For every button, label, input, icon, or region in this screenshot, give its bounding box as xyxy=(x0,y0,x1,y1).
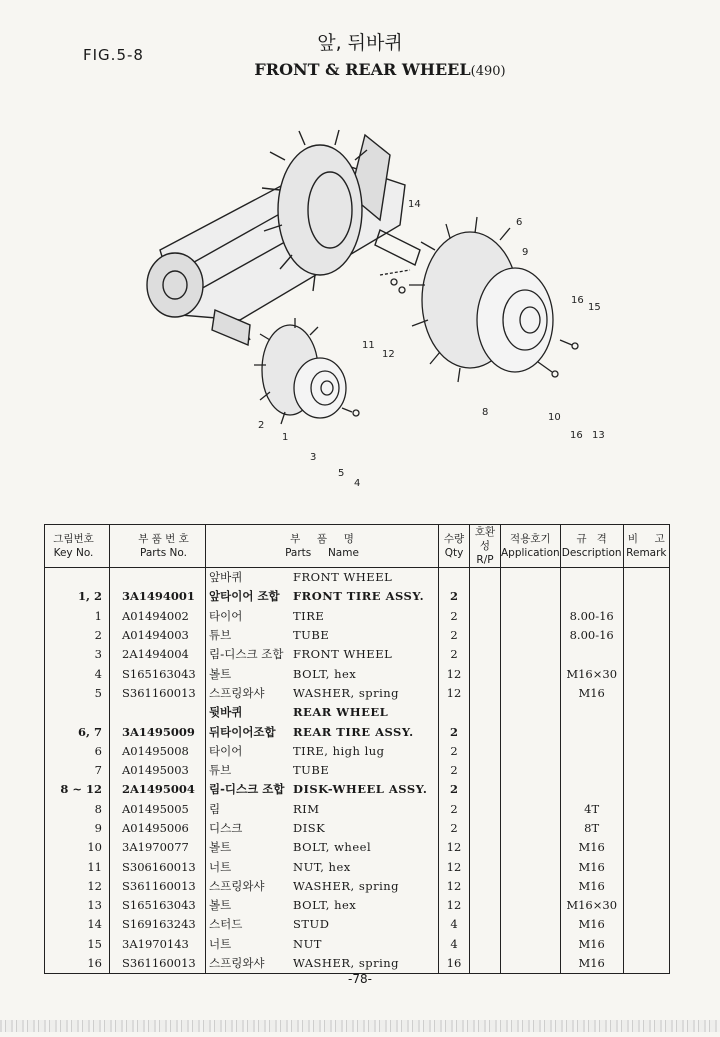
callout-15: 15 xyxy=(588,302,601,313)
cell-rp xyxy=(470,819,501,838)
callout-2: 2 xyxy=(258,420,265,431)
cell-part-no: A01495006 xyxy=(110,819,206,838)
cell-qty: 12 xyxy=(439,684,470,703)
cell-key xyxy=(45,568,110,588)
cell-part-no xyxy=(110,568,206,588)
name-english: NUT xyxy=(293,936,322,951)
table-row xyxy=(45,780,670,799)
cell-application xyxy=(501,761,561,780)
cell-part-no: 2A1494004 xyxy=(110,645,206,664)
name-english: DISK-WHEEL ASSY. xyxy=(293,782,428,797)
cell-rp xyxy=(470,587,501,606)
header-remark-en: Remark xyxy=(626,547,667,559)
cell-application xyxy=(501,626,561,645)
callout-9: 9 xyxy=(522,247,529,258)
table-row xyxy=(45,703,670,722)
cell-description: M16 xyxy=(560,915,623,934)
cell-application xyxy=(501,684,561,703)
cell-rp xyxy=(470,800,501,819)
name-english: TUBE xyxy=(293,628,330,643)
cell-rp xyxy=(470,568,501,588)
cell-part-no: S361160013 xyxy=(110,954,206,974)
table-row xyxy=(45,761,670,780)
callout-8: 8 xyxy=(482,407,489,418)
cell-remark xyxy=(623,838,669,857)
cell-remark xyxy=(623,877,669,896)
name-korean: 튜브 xyxy=(209,628,232,643)
cell-rp xyxy=(470,896,501,915)
callout-3: 3 xyxy=(310,452,317,463)
cell-part-no: S361160013 xyxy=(110,684,206,703)
cell-description: 8.00-16 xyxy=(560,607,623,626)
cell-description xyxy=(560,587,623,606)
callout-13: 13 xyxy=(592,430,605,441)
cell-part-no: S169163243 xyxy=(110,915,206,934)
name-korean: 타이어 xyxy=(209,743,243,758)
name-korean: 림 xyxy=(209,801,221,816)
cell-application xyxy=(501,896,561,915)
cell-name xyxy=(206,684,439,703)
cell-description: M16 xyxy=(560,954,623,974)
cell-qty xyxy=(439,568,470,588)
cell-rp xyxy=(470,684,501,703)
cell-application xyxy=(501,587,561,606)
cell-description: M16×30 xyxy=(560,664,623,683)
cell-application xyxy=(501,568,561,588)
name-english: TUBE xyxy=(293,763,330,778)
cell-part-no: A01495005 xyxy=(110,800,206,819)
cell-part-no: A01494003 xyxy=(110,626,206,645)
cell-key: 6, 7 xyxy=(45,722,110,741)
name-english: NUT, hex xyxy=(293,859,351,874)
cell-key: 3 xyxy=(45,645,110,664)
cell-name xyxy=(206,664,439,683)
table-row xyxy=(45,664,670,683)
cell-remark xyxy=(623,800,669,819)
cell-remark xyxy=(623,722,669,741)
table-row xyxy=(45,587,670,606)
page-number: -78- xyxy=(348,972,372,986)
cell-qty: 2 xyxy=(439,607,470,626)
cell-application xyxy=(501,607,561,626)
cell-name xyxy=(206,607,439,626)
cell-part-no: 3A1495009 xyxy=(110,722,206,741)
header-parts-ko: 부 품 번 호 xyxy=(138,533,189,545)
cell-qty: 12 xyxy=(439,896,470,915)
header-name-ko: 부 품 명 xyxy=(290,533,354,545)
cell-qty: 12 xyxy=(439,838,470,857)
table-row xyxy=(45,935,670,954)
header-description xyxy=(560,525,623,568)
cell-key: 15 xyxy=(45,935,110,954)
cell-description: 8T xyxy=(560,819,623,838)
cell-application xyxy=(501,915,561,934)
cell-description: M16×30 xyxy=(560,896,623,915)
cell-part-no: 3A1494001 xyxy=(110,587,206,606)
cell-qty: 2 xyxy=(439,819,470,838)
table-row xyxy=(45,838,670,857)
name-korean: 앞타이어 조합 xyxy=(209,589,280,604)
name-english: FRONT WHEEL xyxy=(293,570,393,585)
cell-qty: 12 xyxy=(439,877,470,896)
cell-remark xyxy=(623,626,669,645)
name-korean: 너트 xyxy=(209,859,232,874)
cell-name xyxy=(206,877,439,896)
table-row xyxy=(45,819,670,838)
cell-rp xyxy=(470,780,501,799)
header-desc-ko: 규 격 xyxy=(576,533,607,545)
title-english-text: FRONT & REAR WHEEL xyxy=(254,60,471,79)
name-korean: 볼트 xyxy=(209,840,232,855)
cell-qty: 12 xyxy=(439,664,470,683)
name-english: DISK xyxy=(293,821,326,835)
header-app-ko: 적용호기 xyxy=(510,533,551,545)
header-name-en: Parts Name xyxy=(285,547,359,559)
table-row xyxy=(45,896,670,915)
name-english: WASHER, spring xyxy=(293,878,400,893)
name-korean: 스터드 xyxy=(209,917,243,932)
header-desc-en: Description xyxy=(561,547,622,559)
cell-qty: 2 xyxy=(439,645,470,664)
cell-application xyxy=(501,703,561,722)
cell-part-no: S306160013 xyxy=(110,857,206,876)
name-korean: 스프링와샤 xyxy=(209,956,265,971)
cell-name xyxy=(206,742,439,761)
name-english: BOLT, wheel xyxy=(293,840,372,855)
name-korean: 타이어 xyxy=(209,608,243,623)
table-row xyxy=(45,877,670,896)
cell-application xyxy=(501,838,561,857)
title-english xyxy=(0,60,720,79)
model-number: (490) xyxy=(470,64,506,79)
table-row xyxy=(45,915,670,934)
cell-part-no: 3A1970143 xyxy=(110,935,206,954)
cell-application xyxy=(501,819,561,838)
cell-remark xyxy=(623,587,669,606)
name-korean: 스프링와샤 xyxy=(209,878,265,893)
name-english: FRONT WHEEL xyxy=(293,647,393,662)
cell-rp xyxy=(470,838,501,857)
cell-key: 6 xyxy=(45,742,110,761)
name-english: STUD xyxy=(293,917,330,932)
cell-remark xyxy=(623,568,669,588)
header-qty-ko: 수량 xyxy=(443,533,465,545)
cell-qty: 2 xyxy=(439,761,470,780)
header-rp-en: R/P xyxy=(476,554,494,566)
header-rp xyxy=(470,525,501,568)
cell-qty xyxy=(439,703,470,722)
cell-description xyxy=(560,568,623,588)
cell-qty: 2 xyxy=(439,742,470,761)
cell-qty: 2 xyxy=(439,626,470,645)
front-wheel xyxy=(254,318,359,424)
header-parts-en: Parts No. xyxy=(140,547,187,559)
exploded-wheel-diagram xyxy=(120,100,620,500)
cell-rp xyxy=(470,857,501,876)
cell-remark xyxy=(623,607,669,626)
cell-key: 8 ~ 12 xyxy=(45,780,110,799)
callout-11: 11 xyxy=(362,340,375,351)
cell-application xyxy=(501,954,561,974)
cell-remark xyxy=(623,954,669,974)
cell-key: 11 xyxy=(45,857,110,876)
cell-application xyxy=(501,742,561,761)
name-korean: 볼트 xyxy=(209,898,232,913)
table-header-row xyxy=(45,525,670,568)
cell-qty: 12 xyxy=(439,857,470,876)
cell-description: M16 xyxy=(560,877,623,896)
scan-edge xyxy=(0,1020,720,1032)
name-english: WASHER, spring xyxy=(293,685,400,700)
callout-5: 5 xyxy=(338,468,345,479)
cell-name xyxy=(206,819,439,838)
cell-key: 1, 2 xyxy=(45,587,110,606)
name-english: REAR TIRE ASSY. xyxy=(293,724,414,739)
callout-4: 4 xyxy=(354,478,361,489)
cell-application xyxy=(501,664,561,683)
cell-application xyxy=(501,857,561,876)
cell-name xyxy=(206,896,439,915)
header-qty-en: Qty xyxy=(444,547,464,559)
cell-application xyxy=(501,645,561,664)
table-row xyxy=(45,742,670,761)
cell-application xyxy=(501,780,561,799)
header-parts-no xyxy=(110,525,206,568)
table-row xyxy=(45,607,670,626)
callout-14: 14 xyxy=(408,199,421,210)
header-key-ko: 그림번호 xyxy=(53,533,94,545)
cell-description xyxy=(560,780,623,799)
cell-description: M16 xyxy=(560,857,623,876)
figure-label: FIG.5-8 xyxy=(83,46,144,64)
table-row xyxy=(45,684,670,703)
cell-description: M16 xyxy=(560,838,623,857)
cell-name xyxy=(206,645,439,664)
table-row xyxy=(45,722,670,741)
cell-key: 2 xyxy=(45,626,110,645)
callout-16-upper: 16 xyxy=(571,295,584,306)
name-english: WASHER, spring xyxy=(293,956,400,971)
cell-name xyxy=(206,780,439,799)
cell-rp xyxy=(470,722,501,741)
callout-12: 12 xyxy=(382,349,395,360)
header-app-en: Application xyxy=(501,547,560,559)
cell-name xyxy=(206,800,439,819)
cell-name xyxy=(206,626,439,645)
cell-application xyxy=(501,935,561,954)
table-row xyxy=(45,954,670,974)
cell-description xyxy=(560,703,623,722)
table-row xyxy=(45,800,670,819)
cell-qty: 2 xyxy=(439,800,470,819)
name-english: RIM xyxy=(293,801,320,816)
header-remark-ko: 비 고 xyxy=(627,533,665,545)
name-english: FRONT TIRE ASSY. xyxy=(293,589,425,604)
callout-16-lower: 16 xyxy=(570,430,583,441)
cell-rp xyxy=(470,607,501,626)
name-korean: 림-디스크 조합 xyxy=(209,647,284,662)
name-korean: 뒤타이어조합 xyxy=(209,724,276,739)
cell-description: M16 xyxy=(560,935,623,954)
cell-qty: 2 xyxy=(439,587,470,606)
name-english: TIRE, high lug xyxy=(293,743,385,758)
cell-part-no: A01494002 xyxy=(110,607,206,626)
cell-remark xyxy=(623,742,669,761)
cell-part-no: S361160013 xyxy=(110,877,206,896)
cell-remark xyxy=(623,645,669,664)
cell-rp xyxy=(470,761,501,780)
cell-name xyxy=(206,935,439,954)
tractor-body xyxy=(147,130,420,345)
cell-part-no: 3A1970077 xyxy=(110,838,206,857)
cell-part-no: A01495008 xyxy=(110,742,206,761)
cell-rp xyxy=(470,954,501,974)
header-qty xyxy=(439,525,470,568)
cell-remark xyxy=(623,761,669,780)
callout-10: 10 xyxy=(548,412,561,423)
cell-description: 8.00-16 xyxy=(560,626,623,645)
table-row xyxy=(45,626,670,645)
cell-key: 14 xyxy=(45,915,110,934)
name-korean: 뒷바퀴 xyxy=(209,705,243,720)
cell-key: 8 xyxy=(45,800,110,819)
header-rp-ko: 호환성 xyxy=(474,526,496,552)
cell-qty: 2 xyxy=(439,780,470,799)
cell-key: 7 xyxy=(45,761,110,780)
title-korean: 앞, 뒤바퀴 xyxy=(317,32,403,54)
name-korean: 디스크 xyxy=(209,821,243,835)
cell-remark xyxy=(623,935,669,954)
header-application xyxy=(501,525,561,568)
cell-remark xyxy=(623,780,669,799)
cell-name xyxy=(206,703,439,722)
cell-description xyxy=(560,761,623,780)
name-korean: 림-디스크 조합 xyxy=(209,782,285,797)
name-korean: 볼트 xyxy=(209,666,232,681)
parts-table xyxy=(44,524,670,974)
name-korean: 튜브 xyxy=(209,763,232,778)
cell-description xyxy=(560,742,623,761)
name-english: REAR WHEEL xyxy=(293,705,389,720)
rear-wheel xyxy=(380,217,578,382)
cell-name xyxy=(206,761,439,780)
name-english: TIRE xyxy=(293,608,325,623)
header-remark xyxy=(623,525,669,568)
cell-name xyxy=(206,722,439,741)
cell-part-no: 2A1495004 xyxy=(110,780,206,799)
header-key xyxy=(45,525,110,568)
table-row xyxy=(45,645,670,664)
cell-part-no: A01495003 xyxy=(110,761,206,780)
cell-remark xyxy=(623,664,669,683)
name-english: BOLT, hex xyxy=(293,666,357,681)
header-parts-name xyxy=(206,525,439,568)
cell-remark xyxy=(623,896,669,915)
cell-qty: 4 xyxy=(439,935,470,954)
cell-description: 4T xyxy=(560,800,623,819)
cell-application xyxy=(501,800,561,819)
cell-remark xyxy=(623,703,669,722)
cell-application xyxy=(501,722,561,741)
callout-1: 1 xyxy=(282,432,289,443)
cell-part-no xyxy=(110,703,206,722)
cell-part-no: S165163043 xyxy=(110,896,206,915)
cell-remark xyxy=(623,857,669,876)
cell-qty: 2 xyxy=(439,722,470,741)
cell-description: M16 xyxy=(560,684,623,703)
cell-name xyxy=(206,587,439,606)
cell-remark xyxy=(623,684,669,703)
cell-description xyxy=(560,722,623,741)
cell-name xyxy=(206,915,439,934)
cell-key xyxy=(45,703,110,722)
callout-6: 6 xyxy=(516,217,523,228)
cell-remark xyxy=(623,915,669,934)
name-korean: 너트 xyxy=(209,936,232,951)
cell-remark xyxy=(623,819,669,838)
cell-rp xyxy=(470,645,501,664)
cell-key: 9 xyxy=(45,819,110,838)
cell-name xyxy=(206,838,439,857)
cell-qty: 16 xyxy=(439,954,470,974)
cell-rp xyxy=(470,742,501,761)
cell-description xyxy=(560,645,623,664)
cell-rp xyxy=(470,935,501,954)
cell-key: 4 xyxy=(45,664,110,683)
cell-rp xyxy=(470,877,501,896)
cell-name xyxy=(206,857,439,876)
cell-qty: 4 xyxy=(439,915,470,934)
cell-rp xyxy=(470,664,501,683)
cell-key: 1 xyxy=(45,607,110,626)
table-row xyxy=(45,568,670,588)
table-row xyxy=(45,857,670,876)
cell-rp xyxy=(470,703,501,722)
cell-part-no: S165163043 xyxy=(110,664,206,683)
name-korean: 스프링와샤 xyxy=(209,685,265,700)
cell-key: 10 xyxy=(45,838,110,857)
cell-key: 12 xyxy=(45,877,110,896)
cell-key: 13 xyxy=(45,896,110,915)
cell-key: 5 xyxy=(45,684,110,703)
cell-name xyxy=(206,568,439,588)
name-korean: 앞바퀴 xyxy=(209,570,243,585)
cell-rp xyxy=(470,626,501,645)
cell-application xyxy=(501,877,561,896)
name-english: BOLT, hex xyxy=(293,898,357,913)
header-key-en: Key No. xyxy=(53,547,94,559)
cell-name xyxy=(206,954,439,974)
cell-rp xyxy=(470,915,501,934)
cell-key: 16 xyxy=(45,954,110,974)
